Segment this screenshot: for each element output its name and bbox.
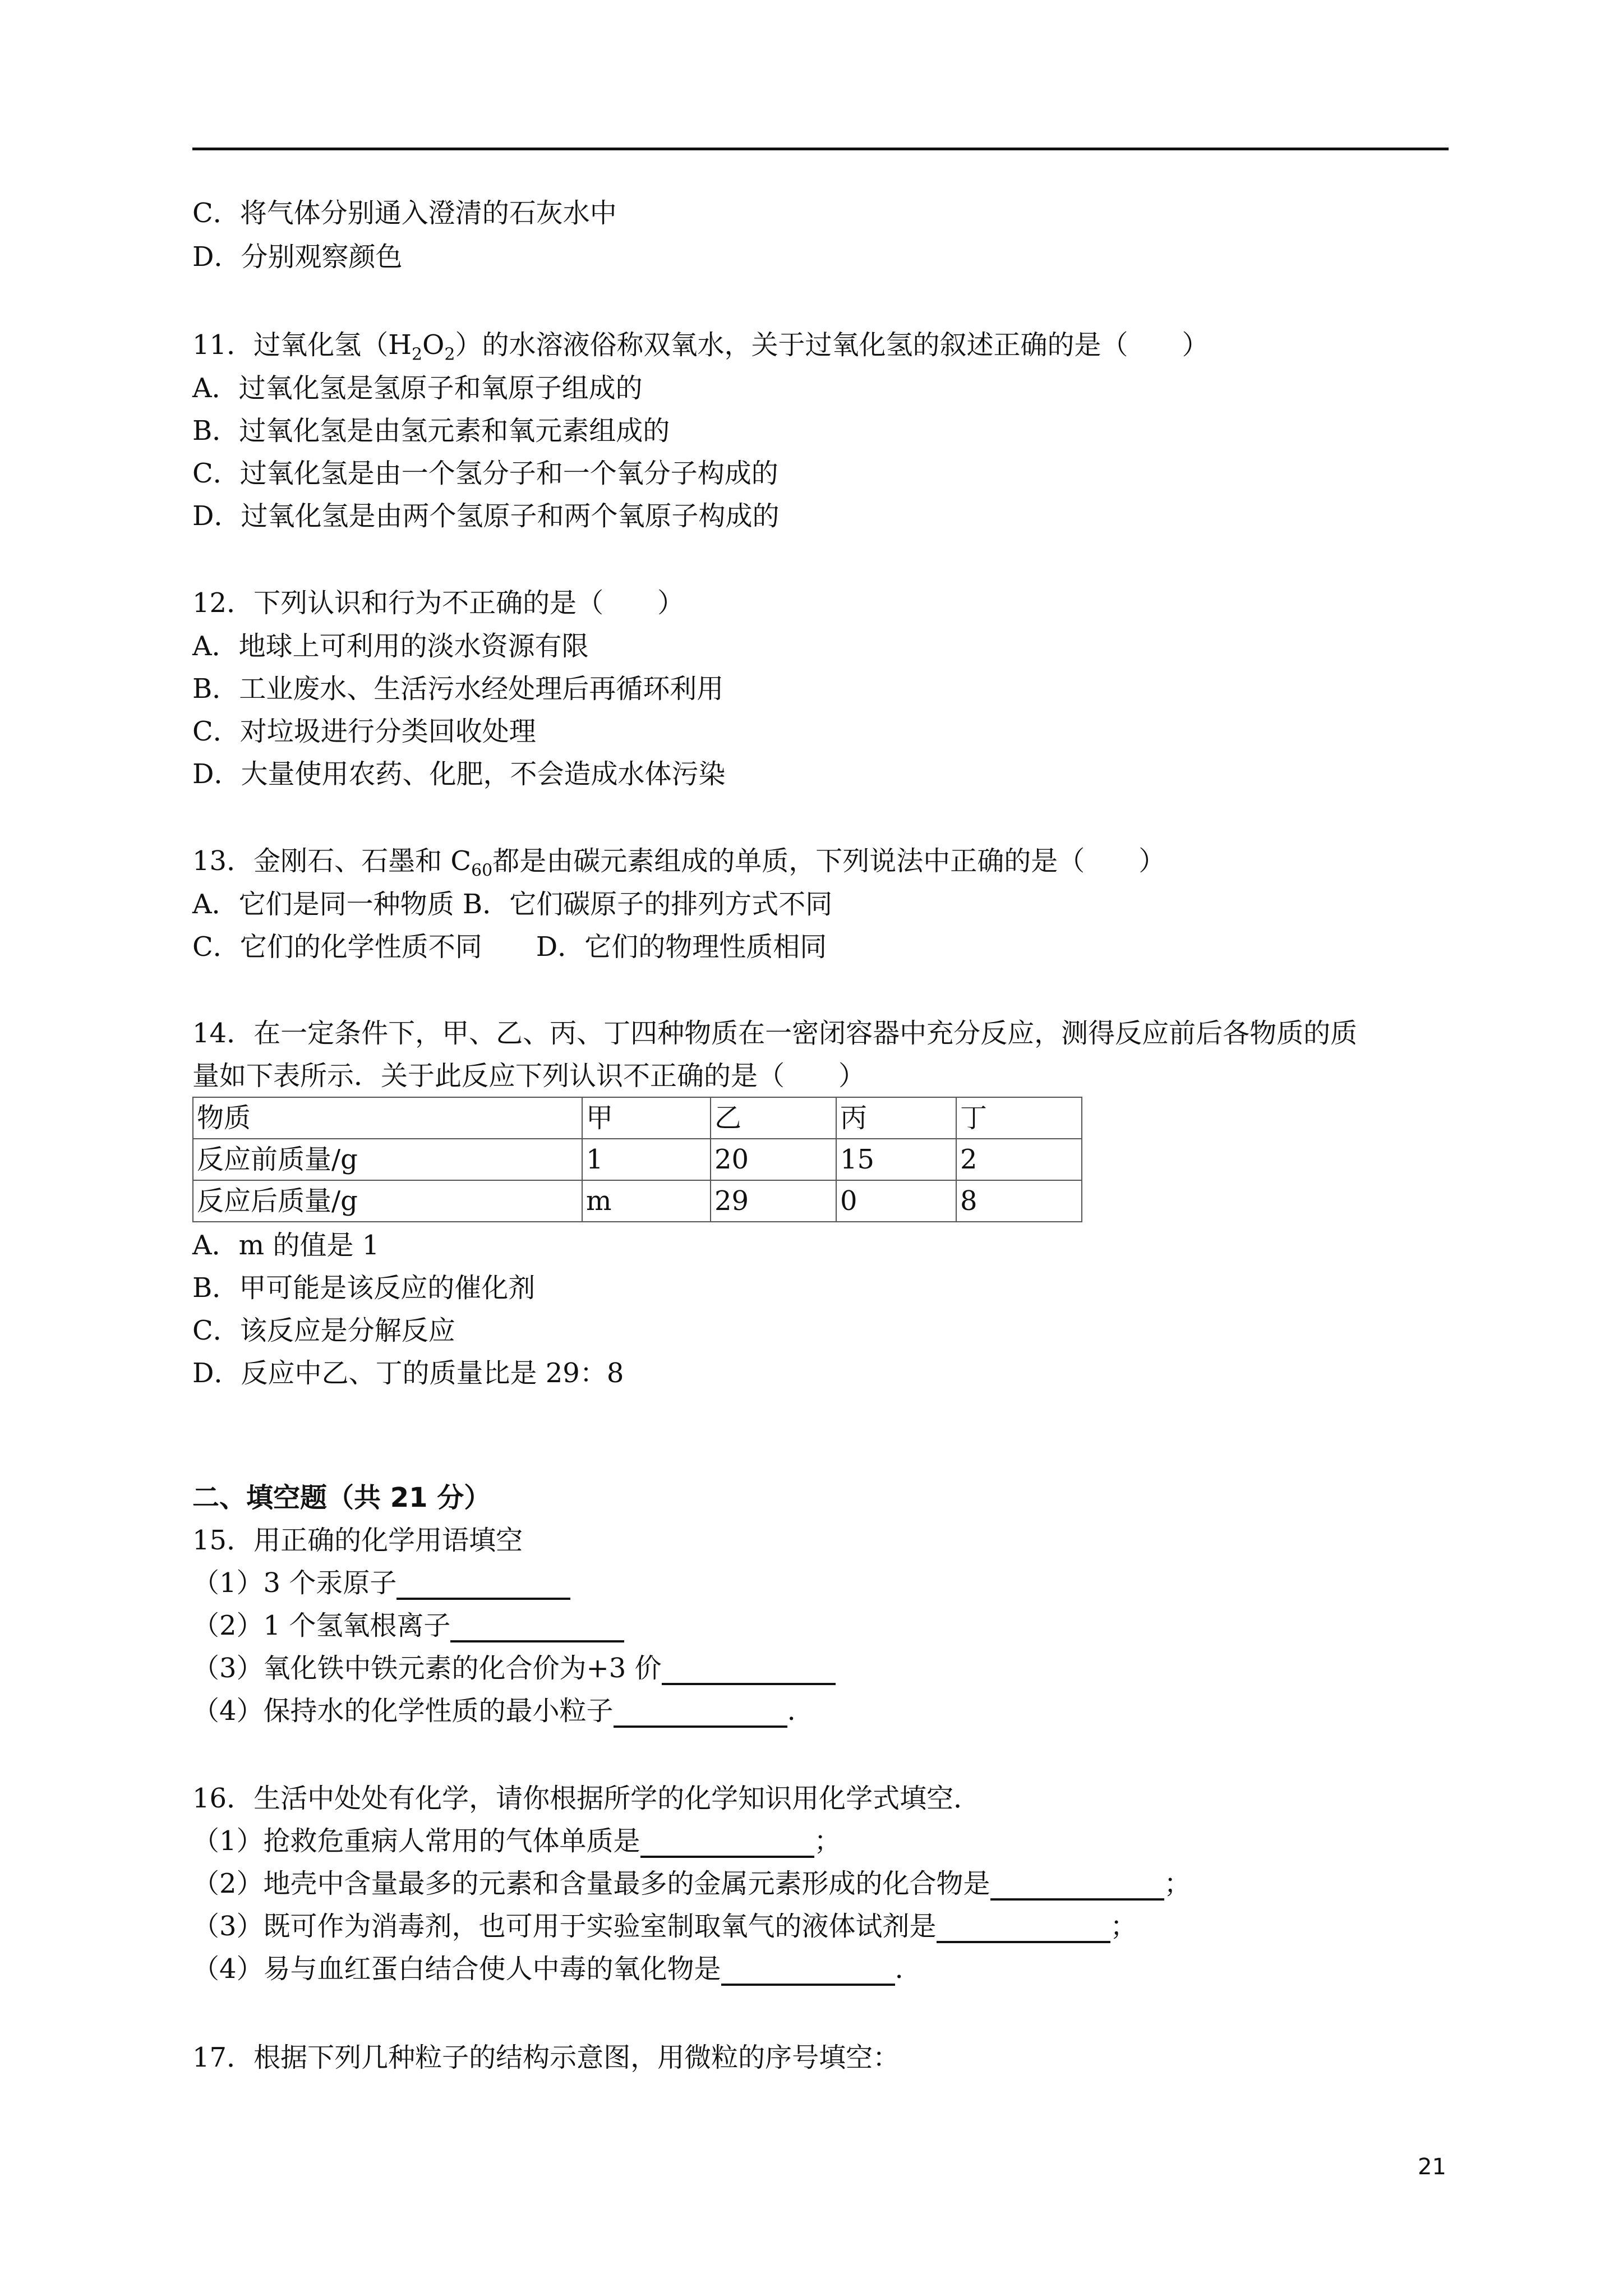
q10-option-c: C．将气体分别通入澄清的石灰水中 (192, 197, 617, 229)
answer-blank[interactable] (937, 1913, 1110, 1943)
q14-option-b: B．甲可能是该反应的催化剂 (192, 1272, 536, 1304)
q15-item-4: （4）保持水的化学性质的最小粒子 . (192, 1695, 796, 1727)
mass-table (192, 1097, 1082, 1222)
q10-option-d: D．分别观察颜色 (192, 241, 403, 273)
q15-item-1: （1）3 个汞原子 (192, 1566, 570, 1600)
answer-blank[interactable] (396, 1570, 570, 1600)
header-rule (192, 148, 1449, 150)
q16-item-3: （3）既可作为消毒剂，也可用于实验室制取氧气的液体试剂是 ； (192, 1911, 1137, 1942)
q15-item-3: （3）氧化铁中铁元素的化合价为+3 价 (192, 1651, 836, 1685)
answer-blank[interactable] (990, 1870, 1164, 1901)
page-number: 21 (1418, 2154, 1446, 2180)
q14-option-a: A．m 的值是 1 (192, 1230, 380, 1261)
answer-blank[interactable] (614, 1697, 787, 1728)
q11-option-d: D．过氧化氢是由两个氢原子和两个氧原子构成的 (192, 500, 780, 532)
q16-item-4: （4）易与血红蛋白结合使人中毒的氧化物是 . (192, 1953, 903, 1985)
q17-stem: 17．根据下列几种粒子的结构示意图，用微粒的序号填空： (192, 2042, 900, 2073)
q16-item-2: （2）地壳中含量最多的元素和含量最多的金属元素形成的化合物是 ； (192, 1868, 1191, 1899)
q14-option-d: D．反应中乙、丁的质量比是 29：8 (192, 1358, 624, 1389)
table-row: 反应前质量/g 1 20 15 2 (193, 1139, 1082, 1180)
q14-stem-line1: 14．在一定条件下，甲、乙、丙、丁四种物质在一密闭容器中充分反应，测得反应前后各物质的质 (192, 1018, 1358, 1049)
q13-stem: 13．金刚石、石墨和 $C_{60}$都是由碳元素组成的单质，下列说法中正确的是（ ） (192, 845, 1166, 881)
q11-option-b: B．过氧化氢是由氢元素和氧元素组成的 (192, 415, 670, 447)
answer-blank[interactable] (640, 1828, 814, 1858)
q15-item-2: （2）1 个氢氧根离子 (192, 1609, 624, 1642)
q12-option-a: A．地球上可利用的淡水资源有限 (192, 631, 589, 662)
q12-option-b: B．工业废水、生活污水经处理后再循环利用 (192, 673, 724, 705)
q15-stem: 15．用正确的化学用语填空 (192, 1525, 523, 1556)
answer-blank[interactable] (662, 1655, 836, 1685)
q13-options-cd: C．它们的化学性质不同 D．它们的物理性质相同 (192, 931, 827, 963)
q12-option-d: D．大量使用农药、化肥，不会造成水体污染 (192, 758, 726, 790)
answer-blank[interactable] (450, 1612, 624, 1642)
q13-options-ab: A．它们是同一种物质 B．它们碳原子的排列方式不同 (192, 889, 833, 920)
table-row: 反应后质量/g m 29 0 8 (193, 1180, 1082, 1222)
q14-stem-line2: 量如下表所示．关于此反应下列认识不正确的是（ ） (192, 1060, 866, 1092)
answer-blank[interactable] (721, 1955, 895, 1986)
q14-option-c: C．该反应是分解反应 (192, 1315, 455, 1346)
q11-option-c: C．过氧化氢是由一个氢分子和一个氧分子构成的 (192, 458, 778, 489)
q16-item-1: （1）抢救危重病人常用的气体单质是 ； (192, 1825, 841, 1857)
q11-option-a: A．过氧化氢是氢原子和氧原子组成的 (192, 372, 643, 404)
section-title: 二、填空题（共 21 分） (192, 1482, 491, 1513)
q12-option-c: C．对垃圾进行分类回收处理 (192, 716, 536, 747)
q16-stem: 16．生活中处处有化学，请你根据所学的化学知识用化学式填空． (192, 1783, 981, 1814)
table-header-row: 物质 甲 乙 丙 丁 (193, 1097, 1082, 1139)
q12-stem: 12．下列认识和行为不正确的是（ ） (192, 587, 685, 619)
q11-stem: 11．过氧化氢$(H_2O_2)$的水溶液俗称双氧水，关于过氧化氢的叙述正确的是（ ） (192, 329, 1209, 365)
